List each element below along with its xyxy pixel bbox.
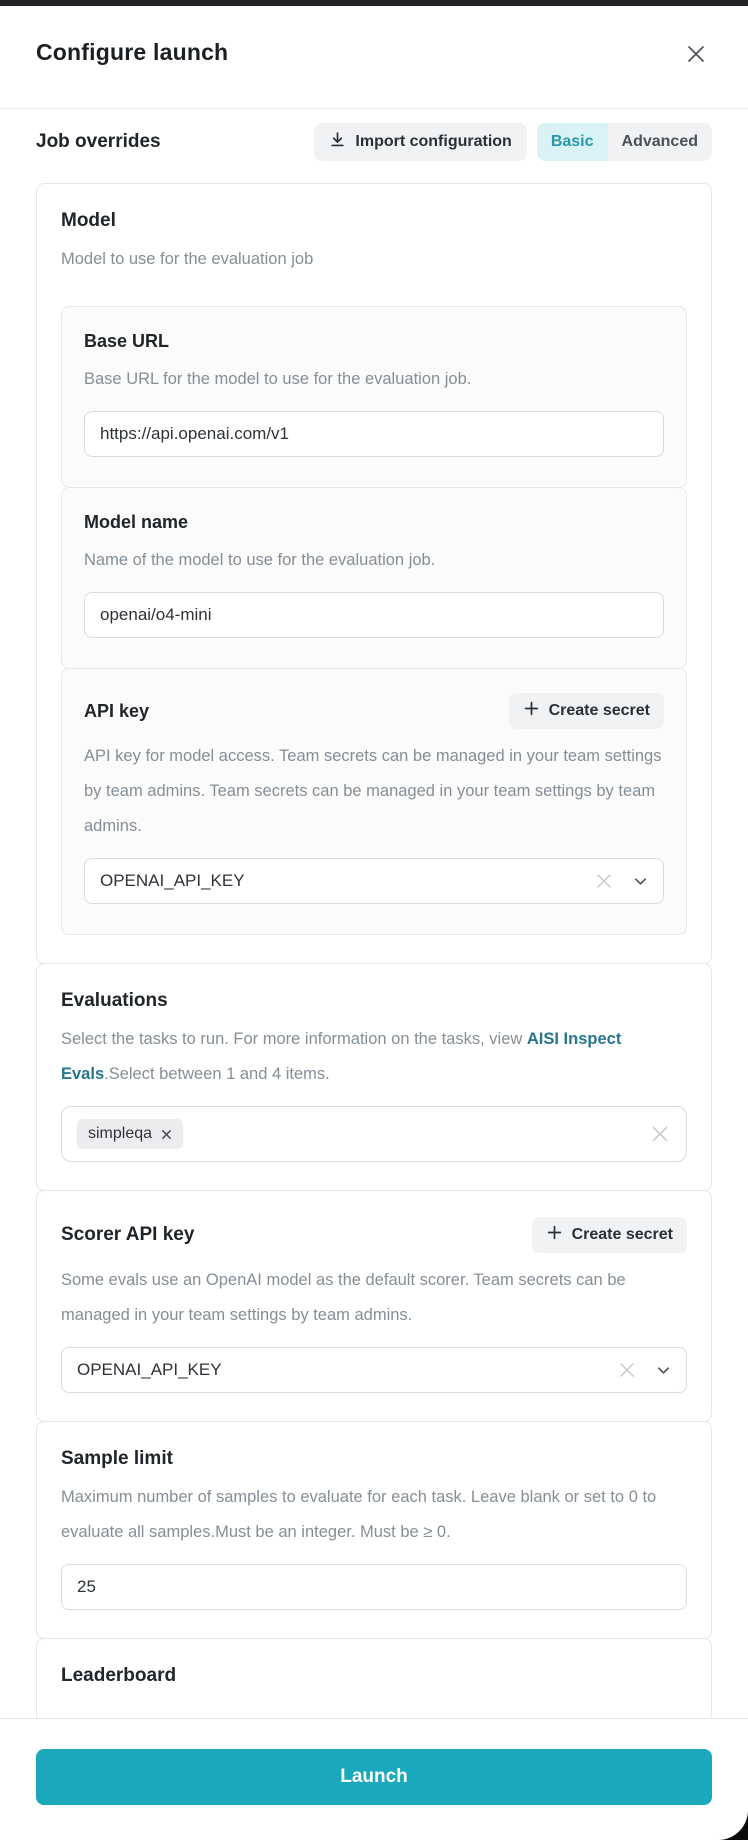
api-key-label: API key — [84, 700, 150, 721]
scorer-api-key-select[interactable] — [61, 1347, 687, 1393]
remove-task-tag-button[interactable] — [161, 1129, 172, 1140]
close-button[interactable] — [680, 38, 712, 70]
scorer-api-key-section-card — [36, 1190, 712, 1422]
toolbar-actions — [314, 123, 712, 161]
leaderboard-section-card — [36, 1638, 712, 1718]
plus-icon — [523, 700, 540, 722]
scorer-api-key-title: Scorer API key — [61, 1224, 195, 1245]
evaluations-description-text: Select the tasks to run. For more information on the tasks, view — [61, 1030, 527, 1048]
clear-x-icon — [617, 1368, 637, 1383]
sample-limit-section-card — [36, 1421, 712, 1639]
model-section-title: Model — [61, 210, 116, 231]
launch-button[interactable]: Launch — [36, 1749, 712, 1805]
import-configuration-button[interactable] — [314, 123, 526, 161]
tab-basic[interactable]: Basic — [537, 123, 608, 161]
api-key-description: API key for model access. Team secrets can be managed in your team settings by team admins. Team secrets can be managed in your team settings by team admins. — [84, 747, 662, 835]
evaluations-section-card — [36, 963, 712, 1191]
evaluations-title: Evaluations — [61, 990, 168, 1011]
model-name-card — [61, 487, 687, 669]
modal-header — [0, 6, 748, 109]
window-rounded-corner — [714, 1806, 748, 1840]
import-configuration-label: Import configuration — [355, 133, 512, 150]
modal-title: Configure launch — [36, 39, 229, 65]
mode-toggle — [537, 123, 712, 161]
selected-task-tag-label: simpleqa — [88, 1125, 153, 1142]
tag-remove-x-icon — [161, 1128, 172, 1143]
modal-footer — [0, 1718, 748, 1840]
job-overrides-toolbar — [36, 123, 712, 161]
model-section-description: Model to use for the evaluation job — [61, 250, 314, 268]
scorer-clear-button[interactable] — [617, 1360, 637, 1380]
evaluations-multiselect[interactable] — [61, 1106, 687, 1162]
evaluations-description-constraint: .Select between 1 and 4 items. — [104, 1065, 330, 1083]
chevron-down-icon — [633, 877, 648, 892]
leaderboard-title: Leaderboard — [61, 1665, 177, 1686]
sample-limit-description: Maximum number of samples to evaluate for each task. Leave blank or set to 0 to evaluate all samples.Must be an integer. Must be ≥ 0. — [61, 1488, 657, 1541]
form-sections — [36, 183, 712, 1718]
api-key-select-icons — [594, 871, 648, 891]
api-key-dropdown-button[interactable] — [633, 874, 648, 889]
scorer-select-value: OPENAI_API_KEY — [77, 1360, 222, 1379]
base-url-label: Base URL — [84, 331, 170, 351]
scorer-description: Some evals use an OpenAI model as the default scorer. Team secrets can be managed in your team settings by team admins. — [61, 1271, 626, 1324]
api-key-create-secret-button[interactable] — [509, 693, 664, 729]
scorer-dropdown-button[interactable] — [656, 1363, 671, 1378]
clear-x-icon — [649, 1133, 671, 1148]
base-url-input[interactable] — [84, 411, 664, 457]
api-key-create-secret-label: Create secret — [548, 702, 650, 719]
clear-x-icon — [594, 879, 614, 894]
download-icon — [329, 131, 346, 153]
job-overrides-heading: Job overrides — [36, 131, 161, 152]
api-key-card — [61, 668, 687, 935]
sample-limit-title: Sample limit — [61, 1448, 173, 1469]
model-name-description: Name of the model to use for the evaluation job. — [84, 551, 436, 569]
model-subsections — [61, 306, 687, 935]
api-key-clear-button[interactable] — [594, 871, 614, 891]
evaluations-description — [61, 1022, 687, 1092]
scorer-create-secret-label: Create secret — [571, 1226, 673, 1243]
base-url-description: Base URL for the model to use for the evaluation job. — [84, 370, 472, 388]
modal-body — [0, 109, 748, 1718]
api-key-select-value: OPENAI_API_KEY — [100, 871, 245, 890]
scorer-create-secret-button[interactable] — [532, 1217, 687, 1253]
selected-task-tag — [77, 1119, 183, 1149]
window-chrome-bar — [0, 0, 748, 6]
model-name-input[interactable] — [84, 592, 664, 638]
scorer-header-row — [61, 1217, 687, 1253]
evaluations-clear-button[interactable] — [649, 1123, 671, 1145]
tab-advanced[interactable]: Advanced — [608, 123, 712, 161]
close-x-icon — [684, 54, 708, 69]
api-key-select[interactable] — [84, 858, 664, 904]
base-url-card — [61, 306, 687, 488]
sample-limit-input[interactable] — [61, 1564, 687, 1610]
aisi-inspect-evals-link[interactable]: AISI Inspect Evals — [61, 1030, 622, 1083]
model-name-label: Model name — [84, 512, 189, 532]
plus-icon — [546, 1224, 563, 1246]
model-section-card — [36, 183, 712, 964]
scorer-select-icons — [617, 1360, 671, 1380]
chevron-down-icon — [656, 1366, 671, 1381]
api-key-header-row — [84, 693, 664, 729]
